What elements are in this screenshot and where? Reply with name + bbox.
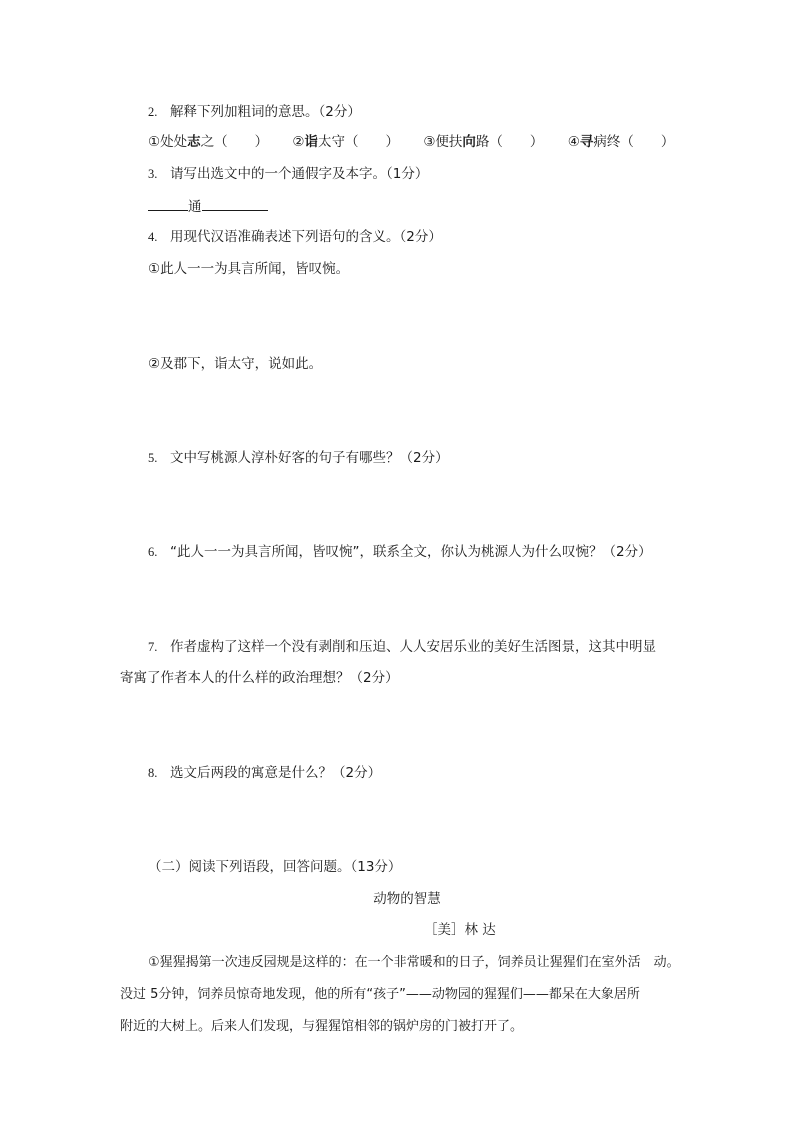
q2-item-2: ②诣太守（ ） (292, 134, 400, 150)
question-text: 文中写桃源人淳朴好客的句子有哪些？（2分） (170, 450, 449, 466)
question-text: 选文后两段的寓意是什么？（2分） (170, 765, 382, 781)
paragraph-1-line-3: 附近的大树上。后来人们发现，与猩猩馆相邻的锅炉房的门被打开了。 (120, 1019, 524, 1034)
question-number: 2. (148, 105, 158, 119)
question-7 (148, 637, 656, 657)
paragraph-1-line-2: 没过 5分钟，饲养员惊奇地发现，他的所有“孩子”——动物园的猩猩们——都呆在大象居所 (120, 987, 640, 1002)
question-3-answer (148, 196, 268, 217)
question-2 (148, 102, 361, 122)
article-title: 动物的智慧 (373, 891, 441, 907)
question-3 (148, 164, 428, 184)
connector-text: 通 (188, 199, 202, 215)
question-text: 用现代汉语准确表述下列语句的含义。（2分） (170, 229, 442, 245)
question-text: 解释下列加粗词的意思。（2分） (170, 104, 361, 120)
question-4 (148, 227, 442, 247)
question-number: 7. (148, 640, 158, 654)
question-8 (148, 763, 381, 783)
question-4-sub-2: ②及郡下，诣太守，说如此。 (148, 356, 323, 372)
question-2-items (148, 132, 694, 152)
question-text: 作者虚构了这样一个没有剥削和压迫、人人安居乐业的美好生活图景，这其中明显 (170, 639, 656, 655)
question-number: 5. (148, 451, 158, 465)
q2-item-4: ④寻病终（ ） (567, 134, 675, 150)
question-6 (148, 542, 652, 562)
question-text: 请写出选文中的一个通假字及本字。（1分） (170, 166, 429, 182)
answer-blank-1[interactable] (148, 196, 188, 211)
article-author: ［美］林 达 (424, 922, 496, 938)
question-number: 4. (148, 230, 158, 244)
q2-item-1: ①处处志之（ ） (148, 134, 269, 150)
section-heading: （二）阅读下列语段，回答问题。（13分） (148, 859, 402, 875)
q2-item-3: ③便扶向路（ ） (423, 134, 544, 150)
question-text: “此人一一为具言所闻，皆叹惋”，联系全文，你认为桃源人为什么叹惋？（2分） (170, 544, 652, 560)
question-5 (148, 448, 449, 468)
question-number: 3. (148, 167, 158, 181)
question-number: 8. (148, 766, 158, 780)
question-7-continued: 寄寓了作者本人的什么样的政治理想？（2分） (120, 670, 399, 686)
paragraph-1-line-1: ①猩猩揭第一次违反园规是这样的：在一个非常暖和的日子，饲养员让猩猩们在室外活 动。 (148, 955, 680, 970)
question-4-sub-1: ①此人一一为具言所闻，皆叹惋。 (148, 261, 350, 277)
question-number: 6. (148, 545, 158, 559)
answer-blank-2[interactable] (202, 196, 268, 211)
